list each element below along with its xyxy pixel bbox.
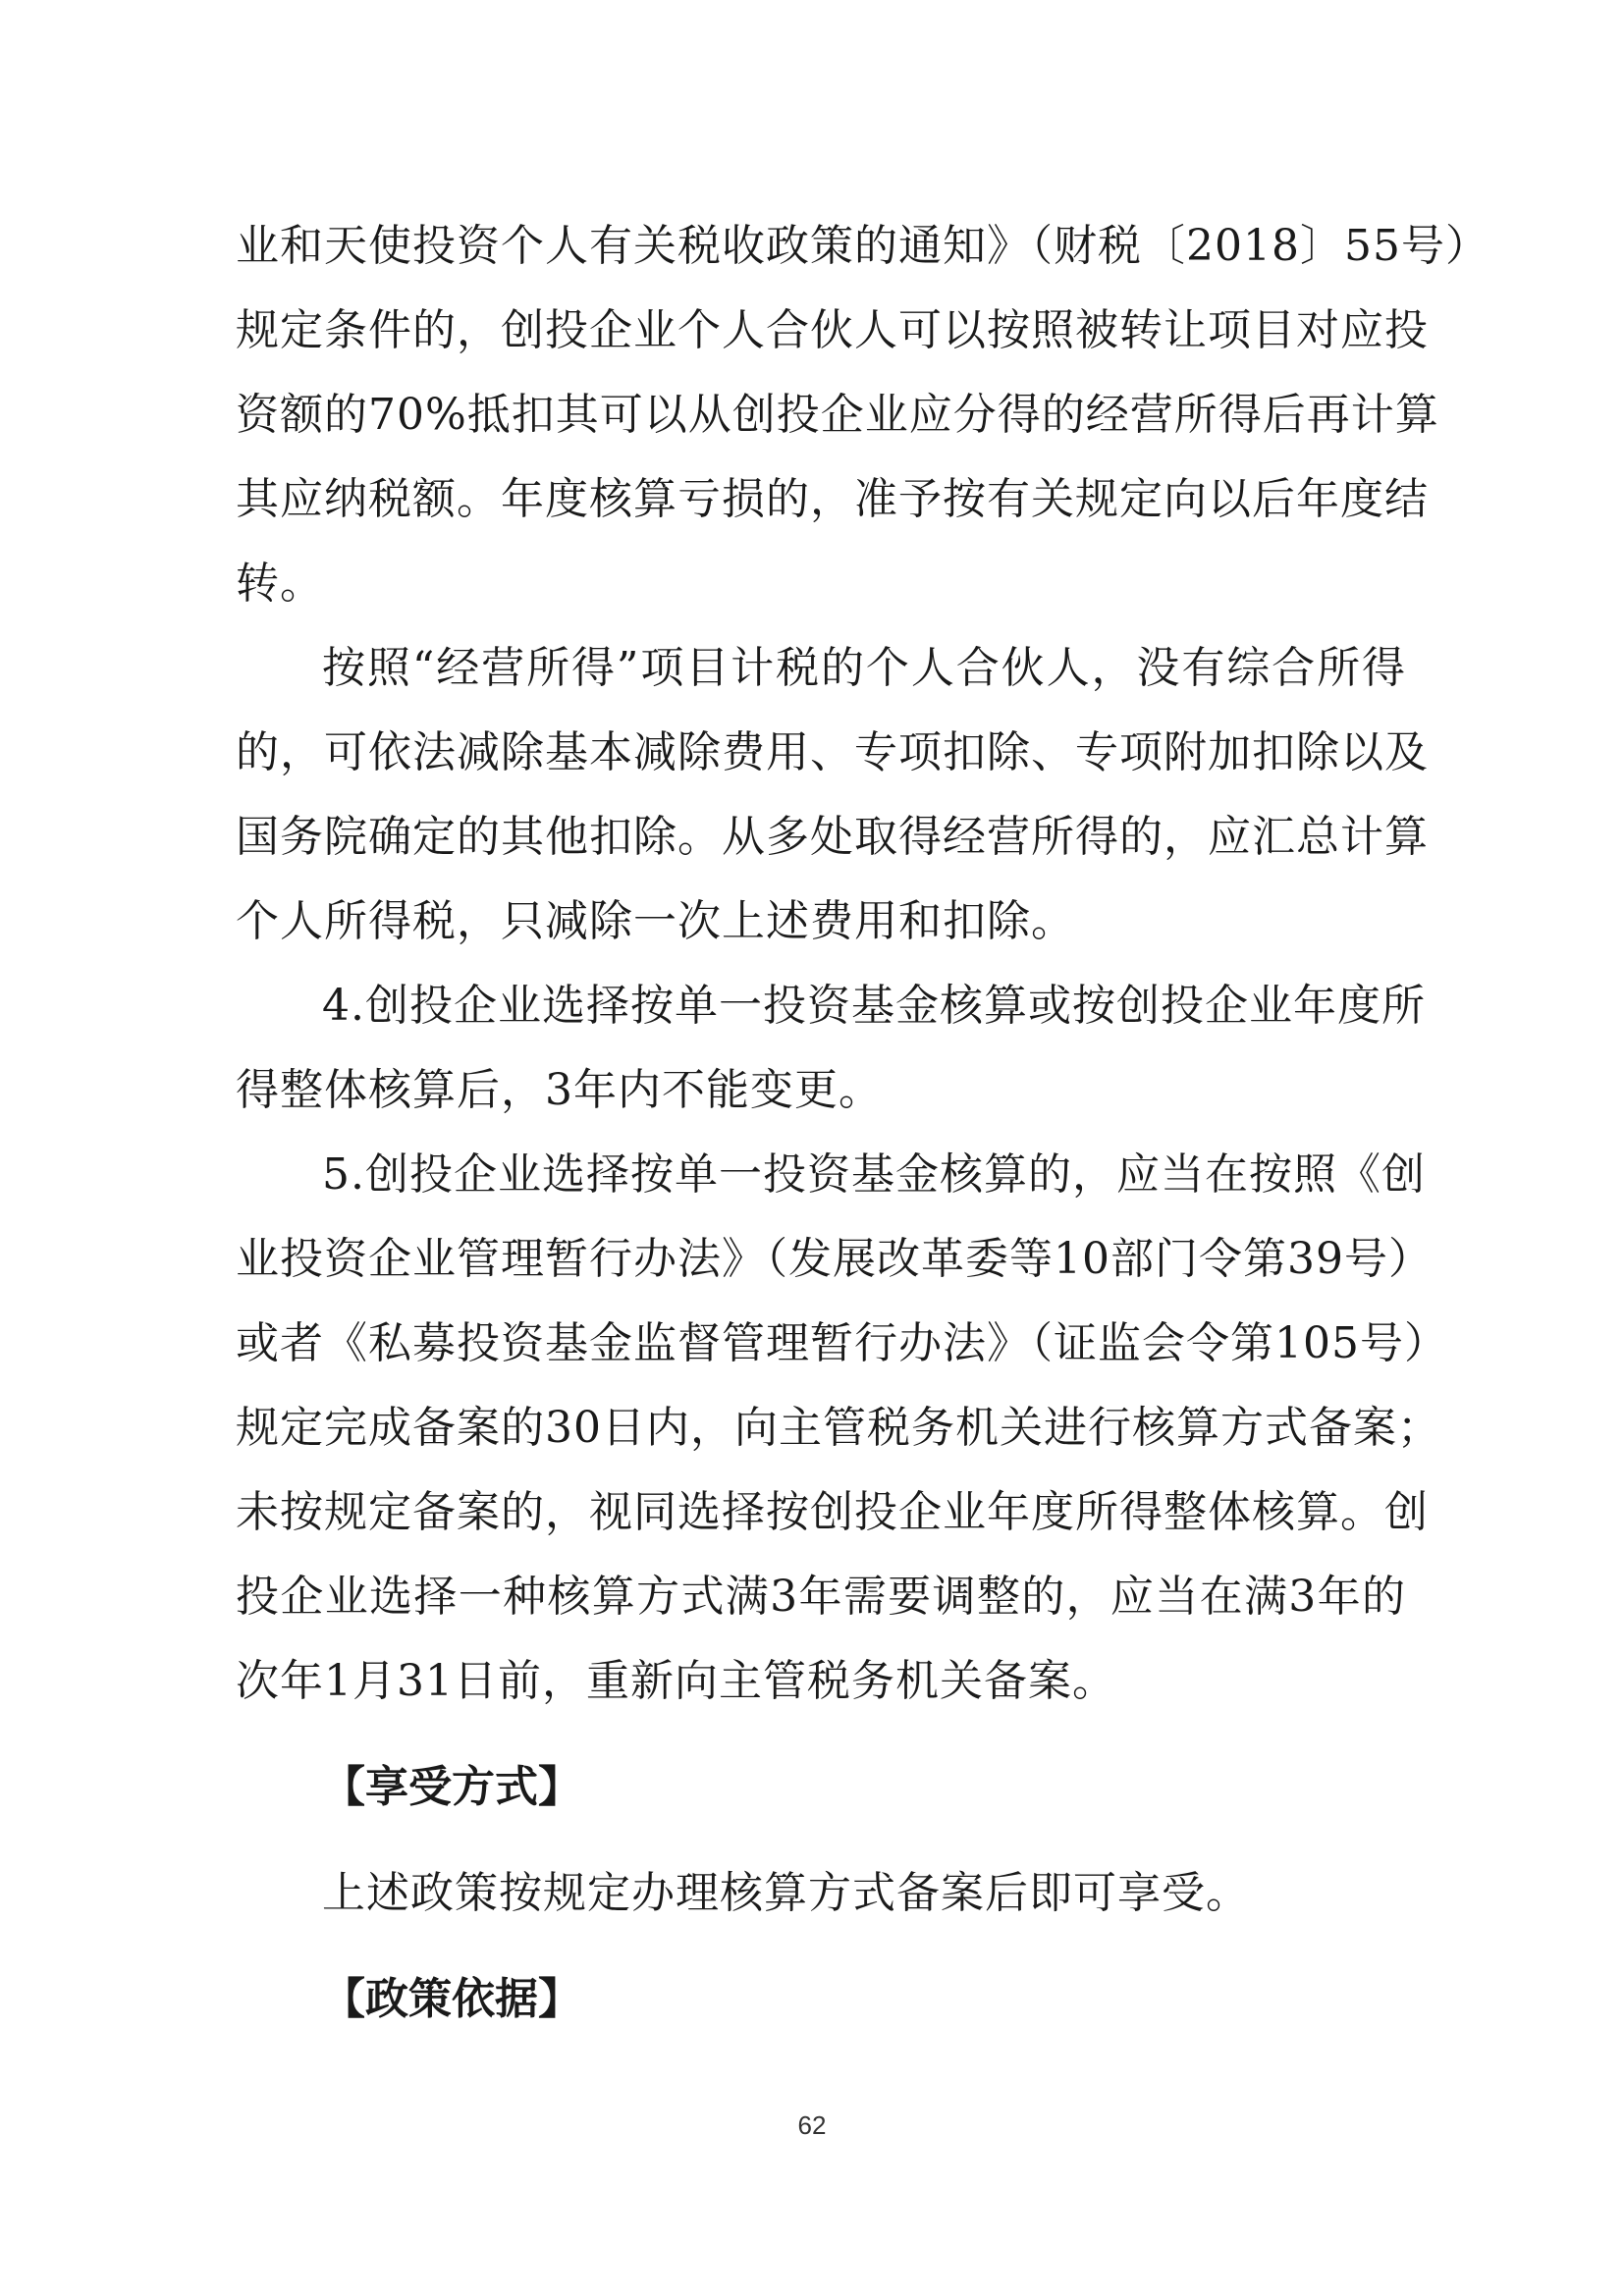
text-line: 个人所得税，只减除一次上述费用和扣除。	[236, 896, 1075, 946]
spacer	[236, 1830, 1406, 1851]
document-body	[236, 204, 1489, 2042]
heading-policy-basis: 【政策依据】	[322, 1974, 581, 2024]
text-line: 业投资企业管理暂行办法》（发展改革委等10部门令第39号）	[236, 1234, 1433, 1284]
text-line: 得整体核算后，3年内不能变更。	[236, 1065, 883, 1115]
spacer	[236, 1936, 1406, 1957]
text-line: 规定条件的，创投企业个人合伙人可以按照被转让项目对应投	[236, 305, 1429, 355]
text-line: 业和天使投资个人有关税收政策的通知》（财税〔2018〕55号）	[236, 221, 1489, 271]
text-line: 投企业选择一种核算方式满3年需要调整的，应当在满3年的	[236, 1572, 1406, 1622]
text-line: 按照“经营所得”项目计税的个人合伙人，没有综合所得	[322, 643, 1406, 693]
text-line: 或者《私募投资基金监督管理暂行办法》（证监会令第105号）	[236, 1318, 1448, 1368]
page-number: 62	[797, 2110, 827, 2140]
text-line: 5.创投企业选择按单一投资基金核算的，应当在按照《创	[322, 1149, 1426, 1200]
paragraph-item-5	[236, 1133, 1448, 1724]
paragraph-business-income	[236, 626, 1429, 964]
text-line: 转。	[236, 559, 324, 609]
text-line: 规定完成备案的30日内，向主管税务机关进行核算方式备案；	[236, 1403, 1441, 1453]
paragraph-item-4	[236, 964, 1426, 1133]
text-line: 资额的70%抵扣其可以从创投企业应分得的经营所得后再计算	[236, 390, 1439, 440]
enjoy-method-text: 上述政策按规定办理核算方式备案后即可享受。	[322, 1868, 1250, 1918]
text-line: 的，可依法减除基本减除费用、专项扣除、专项附加扣除以及	[236, 727, 1429, 777]
text-line: 次年1月31日前，重新向主管税务机关备案。	[236, 1656, 1116, 1706]
paragraph-deduction	[236, 204, 1489, 626]
text-line: 其应纳税额。年度核算亏损的，准予按有关规定向以后年度结	[236, 474, 1429, 524]
heading-enjoy-method: 【享受方式】	[322, 1762, 581, 1812]
text-line: 国务院确定的其他扣除。从多处取得经营所得的，应汇总计算	[236, 812, 1429, 862]
spacer	[236, 1724, 1406, 1745]
text-line: 4.创投企业选择按单一投资基金核算或按创投企业年度所	[322, 981, 1426, 1031]
text-line: 未按规定备案的，视同选择按创投企业年度所得整体核算。创	[236, 1487, 1429, 1537]
